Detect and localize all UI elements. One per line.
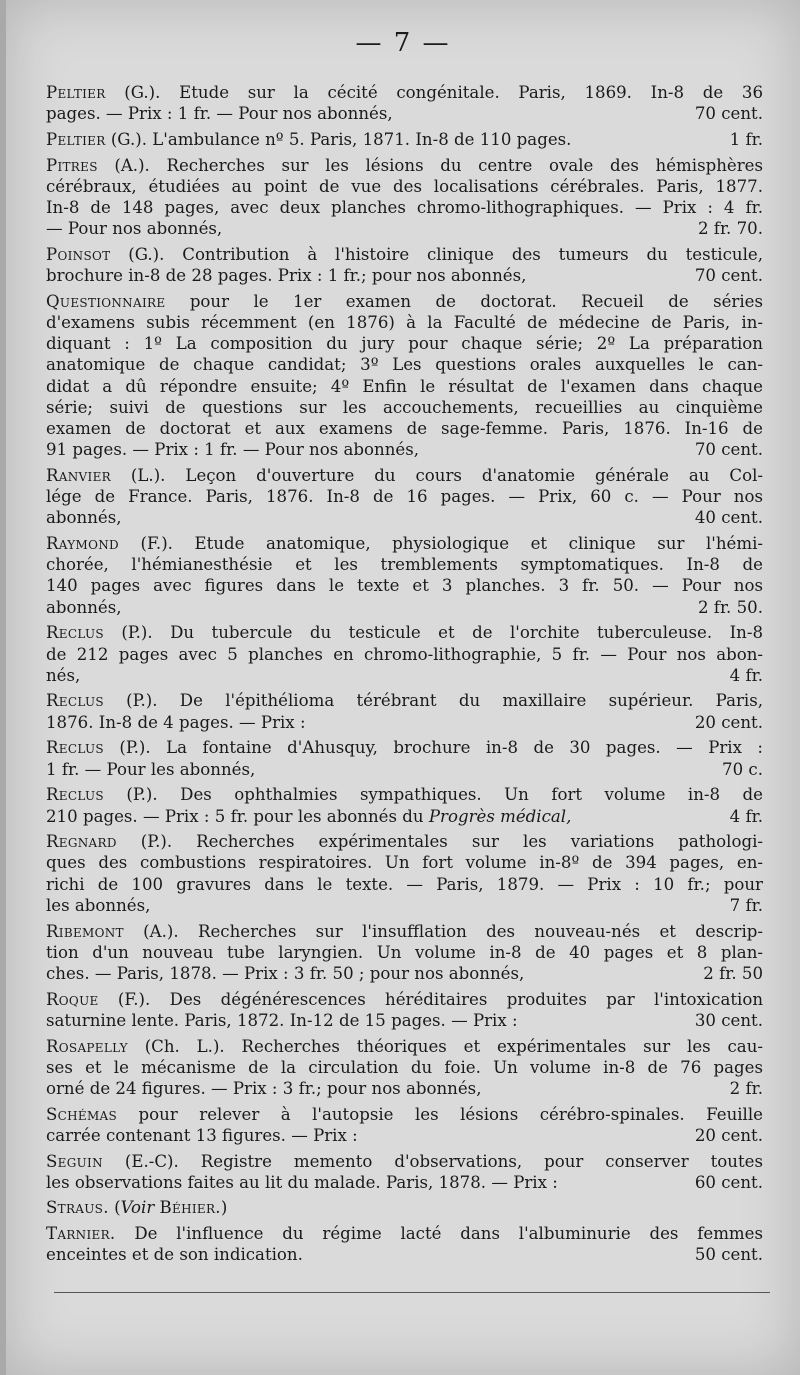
entry-text bbox=[46, 691, 763, 710]
journal-title: Progrès médical, bbox=[428, 806, 572, 826]
entry-line bbox=[46, 333, 763, 354]
entry-line bbox=[46, 644, 763, 665]
entry-body: lége de France. Paris, 1876. In-8 de 16 pages. — Prix, 60 c. — Pour nos bbox=[46, 487, 763, 507]
entry-initials: (G.). bbox=[105, 129, 147, 149]
entry-body: De l'épithélioma térébrant du maxillaire supérieur. Paris, bbox=[179, 691, 763, 711]
entry-body: examen de doctorat et aux examens de sage-femme. Paris, 1876. In-16 de bbox=[46, 419, 763, 439]
entry-author: Reclus bbox=[46, 691, 104, 711]
entry-line bbox=[46, 291, 763, 312]
entry-body: cérébraux, étudiées au point de vue des localisations cérébrales. Paris, 1877. bbox=[46, 176, 763, 196]
entry-body: Leçon d'ouverture du cours d'anatomie générale au Col- bbox=[185, 465, 764, 485]
entry-text bbox=[46, 555, 763, 574]
book-page bbox=[6, 0, 800, 1375]
entry-line bbox=[46, 874, 763, 895]
entry-line bbox=[46, 575, 763, 596]
entry-body: saturnine lente. Paris, 1872. In-12 de 15 pages. — Prix : bbox=[46, 1010, 518, 1030]
entry-initials: (G.). bbox=[105, 83, 161, 102]
entry-text bbox=[46, 334, 763, 353]
entry-body: Recherches sur les lésions du centre ovale des hémisphères bbox=[166, 155, 763, 175]
entry-text bbox=[46, 419, 763, 438]
entry-text bbox=[46, 487, 763, 506]
entry-author: Tarnier. bbox=[46, 1224, 116, 1244]
entry-text bbox=[46, 1058, 763, 1077]
entry-body: 1 fr. — Pour les abonnés, bbox=[46, 759, 256, 779]
entry-body: pour relever à l'autopsie les lésions cérébro-spinales. Feuille bbox=[138, 1104, 763, 1124]
entry-line bbox=[46, 176, 763, 197]
entry-line bbox=[46, 852, 763, 873]
entry-body: Recherches sur l'insufflation des nouveau-nés et descrip- bbox=[197, 921, 763, 941]
entry-line bbox=[46, 129, 763, 150]
entry-line bbox=[46, 921, 763, 942]
entry-line bbox=[46, 486, 763, 507]
entry-body: De l'influence du régime lacté dans l'albuminurie des femmes bbox=[134, 1224, 764, 1244]
entry-price: 70 cent. bbox=[694, 104, 763, 124]
entry-body: tion d'un nouveau tube laryngien. Un volume in-8 de 40 pages et 8 plan- bbox=[46, 942, 763, 962]
entry-body: ches. — Paris, 1878. — Prix : 3 fr. 50 ; pour nos abonnés, bbox=[46, 963, 525, 983]
entry-initials: (F.). bbox=[98, 989, 151, 1009]
entry-initials: (P.). bbox=[103, 738, 151, 758]
entry-body: abonnés, bbox=[46, 597, 122, 617]
entry-price: 4 fr. bbox=[729, 806, 763, 826]
entry-text bbox=[46, 398, 763, 417]
entry-text bbox=[46, 597, 122, 618]
entry-text bbox=[46, 738, 763, 757]
catalogue-entry bbox=[46, 1036, 763, 1100]
entry-body: In-8 de 148 pages, avec deux planches chromo-lithographiques. — Prix : 4 fr. bbox=[46, 198, 763, 218]
entry-text bbox=[46, 1244, 303, 1265]
entry-initials: (F.). bbox=[118, 534, 173, 554]
entry-body: anatomique de chaque candidat; 3º Les questions orales auxquelles le can- bbox=[46, 355, 763, 375]
entry-initials: (P.). bbox=[103, 623, 153, 643]
entry-body: La fontaine d'Ahusquy, brochure in-8 de 30 pages. — Prix : bbox=[166, 738, 764, 758]
entry-author: Ribemont bbox=[46, 921, 124, 941]
entry-text bbox=[46, 1037, 763, 1056]
entry-line bbox=[46, 690, 763, 711]
entry-body: Registre memento d'observations, pour conserver toutes bbox=[200, 1151, 763, 1171]
entry-text bbox=[46, 1224, 763, 1243]
entry-body: ques des combustions respiratoires. Un fort volume in-8º de 394 pages, en- bbox=[46, 853, 763, 873]
entry-text bbox=[46, 922, 763, 941]
entry-initials: (P.). bbox=[103, 691, 158, 711]
entry-line bbox=[46, 784, 763, 805]
entry-text bbox=[46, 623, 763, 642]
entry-text bbox=[46, 645, 763, 664]
entry-text: Straus. (Voir Béhier.) bbox=[46, 1198, 228, 1218]
catalogue-entry bbox=[46, 690, 763, 732]
catalogue-entry bbox=[46, 244, 763, 286]
catalogue-entry bbox=[46, 82, 763, 124]
entry-body: didat a dû répondre ensuite; 4º Enfin le résultat de l'examen dans chaque bbox=[46, 376, 763, 396]
entry-line bbox=[46, 1104, 763, 1125]
entry-text bbox=[46, 832, 763, 851]
entry-initials: (A.). bbox=[123, 921, 179, 941]
entry-body: pages. — Prix : 1 fr. — Pour nos abonnés, bbox=[46, 104, 393, 124]
entry-price: 40 cent. bbox=[694, 508, 763, 528]
entry-text bbox=[46, 177, 763, 196]
entry-line bbox=[46, 312, 763, 333]
entry-text bbox=[46, 990, 763, 1009]
catalogue-entry bbox=[46, 1197, 763, 1218]
entry-body: Recherches expérimentales sur les variations pathologi- bbox=[196, 832, 763, 852]
catalogue-entry bbox=[46, 291, 763, 461]
entry-line bbox=[46, 354, 763, 375]
entry-line bbox=[46, 989, 763, 1010]
entry-text bbox=[46, 265, 526, 286]
entry-line bbox=[46, 439, 763, 460]
entry-body: nés, bbox=[46, 665, 81, 685]
entry-line bbox=[46, 244, 763, 265]
catalogue-entry bbox=[46, 155, 763, 240]
entry-line bbox=[46, 1197, 763, 1218]
entry-text bbox=[46, 507, 122, 528]
entry-price: 60 cent. bbox=[694, 1172, 763, 1192]
entry-line bbox=[46, 963, 763, 984]
entry-text bbox=[46, 785, 763, 804]
entry-text bbox=[46, 963, 524, 984]
entry-author: Rosapelly bbox=[46, 1036, 128, 1056]
entry-text bbox=[46, 466, 763, 485]
entry-line bbox=[46, 942, 763, 963]
entry-line bbox=[46, 376, 763, 397]
entry-price: 2 fr. bbox=[729, 1078, 763, 1098]
entry-line bbox=[46, 831, 763, 852]
entry-initials: (A.). bbox=[97, 155, 150, 175]
entry-price: 1 fr. bbox=[729, 129, 763, 149]
entry-line bbox=[46, 197, 763, 218]
entry-author: Pitres bbox=[46, 155, 98, 175]
entry-initials: (P.). bbox=[103, 785, 158, 805]
entry-text bbox=[46, 1152, 763, 1171]
entry-price: 2 fr. 50. bbox=[697, 597, 763, 617]
entry-body: Des dégénérescences héréditaires produites par l'intoxication bbox=[169, 989, 764, 1009]
catalogue-entry bbox=[46, 921, 763, 985]
entry-author: Schémas bbox=[46, 1104, 118, 1124]
entry-line bbox=[46, 533, 763, 554]
entry-line bbox=[46, 622, 763, 643]
entry-text bbox=[46, 83, 763, 102]
entry-line bbox=[46, 265, 763, 286]
entry-price: 70 c. bbox=[722, 759, 763, 779]
entry-body: Du tubercule du testicule et de l'orchite tuberculeuse. In-8 bbox=[170, 623, 763, 643]
entry-line bbox=[46, 1244, 763, 1265]
entry-author: Regnard bbox=[46, 832, 117, 852]
entry-line bbox=[46, 759, 763, 780]
entry-line bbox=[46, 507, 763, 528]
entry-price: 2 fr. 70. bbox=[697, 219, 763, 239]
entry-price: 7 fr. bbox=[729, 895, 763, 915]
entry-price: 70 cent. bbox=[694, 440, 763, 460]
entry-text bbox=[46, 576, 763, 595]
catalogue-entry bbox=[46, 1223, 763, 1265]
entry-body: Etude anatomique, physiologique et clinique sur l'hémi- bbox=[194, 534, 763, 554]
entry-line bbox=[46, 665, 763, 686]
entry-author: Peltier bbox=[46, 83, 106, 102]
entry-body: 1876. In-8 de 4 pages. — Prix : bbox=[46, 712, 306, 732]
entry-body: Des ophthalmies sympathiques. Un fort volume in-8 de bbox=[180, 785, 764, 805]
entry-body: Etude sur la cécité congénitale. Paris, 1869. In-8 de 36 bbox=[179, 83, 763, 102]
entry-author: Raymond bbox=[46, 534, 119, 554]
entry-text bbox=[46, 355, 763, 374]
catalogue-entry bbox=[46, 737, 763, 779]
entry-price: 50 cent. bbox=[694, 1245, 763, 1265]
entry-price: 20 cent. bbox=[694, 1125, 763, 1145]
entry-line bbox=[46, 103, 763, 124]
entry-price: 4 fr. bbox=[729, 665, 763, 685]
entry-text bbox=[46, 1172, 558, 1193]
entry-line bbox=[46, 895, 763, 916]
entry-body: orné de 24 figures. — Prix : 3 fr.; pour nos abonnés, bbox=[46, 1078, 482, 1098]
catalogue-entry bbox=[46, 1104, 763, 1146]
entry-body: L'ambulance nº 5. Paris, 1871. In-8 de 110 pages. bbox=[152, 129, 572, 149]
entry-body: série; suivi de questions sur les accouchements, recueillies au cinquième bbox=[46, 397, 763, 417]
entry-text bbox=[46, 759, 255, 780]
entry-body: carrée contenant 13 figures. — Prix : bbox=[46, 1125, 358, 1145]
entry-body: chorée, l'hémianesthésie et les tremblements symptomatiques. In-8 de bbox=[46, 555, 763, 575]
entry-text bbox=[46, 292, 763, 311]
entry-line bbox=[46, 712, 763, 733]
entry-author: Reclus bbox=[46, 738, 104, 758]
catalogue-entry bbox=[46, 989, 763, 1031]
entry-line bbox=[46, 1078, 763, 1099]
entry-line bbox=[46, 397, 763, 418]
entry-body: Recherches théoriques et expérimentales sur les cau- bbox=[241, 1036, 763, 1056]
catalogue-entry bbox=[46, 1151, 763, 1193]
entry-line bbox=[46, 155, 763, 176]
entry-author: Straus. bbox=[46, 1198, 109, 1218]
entry-price: 70 cent. bbox=[694, 266, 763, 286]
entry-body: d'examens subis récemment (en 1876) à la Faculté de médecine de Paris, in- bbox=[46, 313, 763, 333]
entry-text bbox=[46, 806, 571, 827]
entry-author: Questionnaire bbox=[46, 291, 166, 311]
entry-initials: (Ch. L.). bbox=[127, 1036, 225, 1056]
entry-text bbox=[46, 875, 763, 894]
entry-body: les abonnés, bbox=[46, 895, 151, 915]
entry-text bbox=[46, 218, 222, 239]
entry-text bbox=[46, 313, 763, 332]
entry-author: Seguin bbox=[46, 1151, 103, 1171]
entry-initials: (E.-C). bbox=[102, 1151, 179, 1171]
entry-body: ses et le mécanisme de la circulation du foie. Un volume in-8 de 76 pages bbox=[46, 1057, 763, 1077]
entry-initials: (L.). bbox=[110, 465, 166, 485]
voir-reference: Voir bbox=[120, 1198, 155, 1218]
entry-text bbox=[46, 156, 763, 175]
entry-line bbox=[46, 554, 763, 575]
entry-text bbox=[46, 1105, 763, 1124]
entry-line bbox=[46, 1010, 763, 1031]
entry-text bbox=[46, 943, 763, 962]
entry-text bbox=[46, 198, 763, 217]
entry-line bbox=[46, 806, 763, 827]
entry-line bbox=[46, 1057, 763, 1078]
voir-target: Béhier. bbox=[159, 1198, 221, 1218]
entry-price: 30 cent. bbox=[694, 1010, 763, 1030]
entry-initials: (G.). bbox=[110, 244, 165, 264]
entry-author: Reclus bbox=[46, 623, 104, 643]
entry-line bbox=[46, 465, 763, 486]
entry-line bbox=[46, 1125, 763, 1146]
catalogue-entry bbox=[46, 465, 763, 529]
entry-author: Reclus bbox=[46, 785, 104, 805]
entry-text bbox=[46, 1010, 518, 1031]
catalogue-entry bbox=[46, 784, 763, 826]
entry-text bbox=[46, 1078, 481, 1099]
entry-text bbox=[46, 853, 763, 872]
entry-body: 140 pages avec figures dans le texte et 3 planches. 3 fr. 50. — Pour nos bbox=[46, 576, 763, 596]
entry-line bbox=[46, 1223, 763, 1244]
entry-line bbox=[46, 218, 763, 239]
entry-line bbox=[46, 82, 763, 103]
catalogue-entry bbox=[46, 622, 763, 686]
entry-line bbox=[46, 737, 763, 758]
entry-body: richi de 100 gravures dans le texte. — Paris, 1879. — Prix : 10 fr.; pour bbox=[46, 874, 763, 894]
entry-body: pour le 1er examen de doctorat. Recueil de séries bbox=[189, 291, 763, 311]
entry-body: de 212 pages avec 5 planches en chromo-lithographie, 5 fr. — Pour nos abon- bbox=[46, 644, 763, 664]
entry-body: diquant : 1º La composition du jury pour chaque série; 2º La préparation bbox=[46, 334, 763, 354]
entry-body: abonnés, bbox=[46, 508, 122, 528]
footer-rule bbox=[54, 1292, 770, 1293]
entry-author: Ranvier bbox=[46, 465, 111, 485]
entry-text bbox=[46, 534, 763, 553]
entry-body: brochure in-8 de 28 pages. Prix : 1 fr.; pour nos abonnés, bbox=[46, 266, 527, 286]
entry-author: Poinsot bbox=[46, 244, 111, 264]
entry-text bbox=[46, 895, 150, 916]
catalogue-listing bbox=[46, 82, 763, 1270]
catalogue-entry bbox=[46, 533, 763, 618]
entry-body: les observations faites au lit du malade. Paris, 1878. — Prix : bbox=[46, 1172, 558, 1192]
entry-price: 20 cent. bbox=[694, 712, 763, 732]
entry-text bbox=[46, 439, 419, 460]
entry-text bbox=[46, 1125, 358, 1146]
entry-initials: (P.). bbox=[116, 832, 173, 852]
entry-text bbox=[46, 712, 306, 733]
page-number: — 7 — bbox=[355, 28, 451, 58]
catalogue-entry bbox=[46, 129, 763, 150]
catalogue-entry bbox=[46, 831, 763, 916]
entry-author: Peltier bbox=[46, 129, 106, 149]
entry-body: enceintes et de son indication. bbox=[46, 1245, 303, 1265]
entry-price: 2 fr. 50 bbox=[703, 963, 763, 983]
entry-text bbox=[46, 103, 393, 124]
entry-line bbox=[46, 1151, 763, 1172]
entry-author: Roque bbox=[46, 989, 99, 1009]
entry-text bbox=[46, 245, 763, 264]
entry-text bbox=[46, 665, 80, 686]
entry-body: Contribution à l'histoire clinique des tumeurs du testicule, bbox=[182, 244, 764, 264]
entry-text bbox=[46, 129, 571, 150]
entry-line bbox=[46, 418, 763, 439]
entry-body: 91 pages. — Prix : 1 fr. — Pour nos abonnés, bbox=[46, 440, 420, 460]
entry-body: 210 pages. — Prix : 5 fr. pour les abonnés du bbox=[46, 806, 429, 826]
entry-line bbox=[46, 1172, 763, 1193]
entry-text bbox=[46, 377, 763, 396]
entry-body: — Pour nos abonnés, bbox=[46, 219, 223, 239]
entry-line bbox=[46, 1036, 763, 1057]
entry-line bbox=[46, 597, 763, 618]
